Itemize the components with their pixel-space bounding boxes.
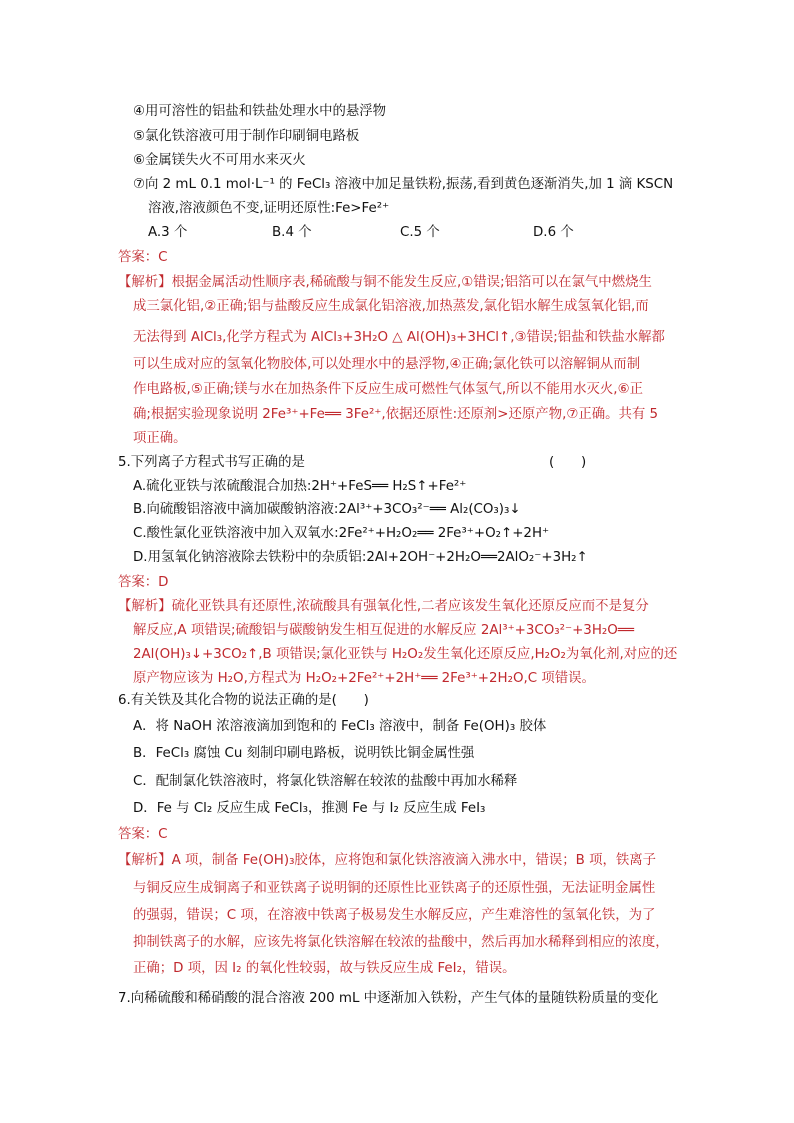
analysis-line-7: 项正确。	[133, 431, 187, 446]
q5-answer: 答案：D	[118, 575, 169, 590]
q5-analysis-tag: 【解析】	[118, 599, 172, 614]
q5-stem: 5.下列离子方程式书写正确的是	[118, 455, 305, 470]
analysis-line-2: 成三氯化铝,②正确;铝与盐酸反应生成氯化铝溶液,加热蒸发,氯化铝水解生成氢氧化铝,而	[133, 299, 649, 314]
analysis-line-6: 确;根据实验现象说明 2Fe³⁺+Fe══ 3Fe²⁺,依据还原性:还原剂>还原产物,⑦正确。共有 5	[133, 407, 659, 422]
q5-analysis-line-1	[118, 598, 649, 616]
q5-paren: ( )	[549, 455, 587, 470]
q5-option-c: C.酸性氯化亚铁溶液中加入双氧水:2Fe²⁺+H₂O₂══ 2Fe³⁺+O₂↑+2H⁺	[133, 526, 550, 541]
option-a: A.3 个	[148, 225, 188, 240]
option-d: D.6 个	[533, 225, 574, 240]
analysis-line-5: 作电路板,⑤正确;镁与水在加热条件下反应生成可燃性气体氢气,所以不能用水灭火,⑥正	[133, 382, 643, 397]
q5-option-b: B.向硫酸铝溶液中滴加碳酸钠溶液:2Al³⁺+3CO₃²⁻══ Al₂(CO₃)₃↓	[133, 502, 521, 517]
q6-analysis-tag: 【解析】	[118, 853, 172, 868]
statement-5: ⑤氯化铁溶液可用于制作印刷铜电路板	[133, 129, 360, 144]
statement-6: ⑥金属镁失火不可用水来灭火	[133, 153, 306, 168]
answer: 答案：C	[118, 250, 168, 265]
q5-analysis-line-3: 2Al(OH)₃↓+3CO₂↑,B 项错误;氯化亚铁与 H₂O₂发生氧化还原反应,H₂O₂为氧化剂,对应的还	[133, 647, 678, 662]
q6-analysis-line-5: 正确；D 项，因 I₂ 的氧化性较弱，故与铁反应生成 FeI₂，错误。	[133, 961, 516, 976]
q6-answer: 答案：C	[118, 827, 168, 842]
statement-4: ④用可溶性的铝盐和铁盐处理水中的悬浮物	[133, 104, 387, 119]
q6-option-b: B．FeCl₃ 腐蚀 Cu 刻制印刷电路板，说明铁比铜金属性强	[133, 746, 475, 761]
q6-analysis-line-2: 与铜反应生成铜离子和亚铁离子说明铜的还原性比亚铁离子的还原性强，无法证明金属性	[133, 881, 656, 896]
q6-analysis-line-3: 的强弱，错误；C 项，在溶液中铁离子极易发生水解反应，产生难溶性的氢氧化铁，为了	[133, 908, 656, 923]
q6-stem: 6.有关铁及其化合物的说法正确的是( )	[118, 693, 369, 708]
q5-option-a: A.硫化亚铁与浓硫酸混合加热:2H⁺+FeS══ H₂S↑+Fe²⁺	[133, 479, 467, 494]
q6-option-d: D．Fe 与 Cl₂ 反应生成 FeCl₃，推测 Fe 与 I₂ 反应生成 FeI₃	[133, 801, 486, 816]
statement-7: ⑦向 2 mL 0.1 mol·L⁻¹ 的 FeCl₃ 溶液中加足量铁粉,振荡,看到黄色逐渐消失,加 1 滴 KSCN	[133, 177, 674, 192]
q6-option-c: C．配制氯化铁溶液时，将氯化铁溶解在较浓的盐酸中再加水稀释	[133, 774, 518, 789]
q6-analysis-text: A 项，制备 Fe(OH)₃胶体，应将饱和氯化铁溶液滴入沸水中，错误；B 项，铁离子	[171, 853, 657, 868]
q6-option-a: A．将 NaOH 浓溶液滴加到饱和的 FeCl₃ 溶液中，制备 Fe(OH)₃ 胶体	[133, 719, 547, 734]
q6-analysis-line-4: 抑制铁离子的水解，应该先将氯化铁溶解在较浓的盐酸中，然后再加水稀释到相应的浓度，	[133, 935, 669, 950]
q6-analysis-line-1	[118, 852, 656, 870]
statement-7-cont: 溶液,溶液颜色不变,证明还原性:Fe>Fe²⁺	[148, 201, 390, 216]
option-c: C.5 个	[400, 225, 440, 240]
analysis-line-3: 无法得到 AlCl₃,化学方程式为 AlCl₃+3H₂O △ Al(OH)₃+3HCl↑,③错误;铝盐和铁盐水解都	[133, 330, 665, 345]
q5-option-d: D.用氢氧化钠溶液除去铁粉中的杂质铝:2Al+2OH⁻+2H₂O══2AlO₂⁻+3H₂↑	[133, 550, 588, 565]
q5-analysis-text: 硫化亚铁具有还原性,浓硫酸具有强氧化性,二者应该发生氧化还原反应而不是复分	[171, 599, 649, 614]
analysis-line-1	[118, 274, 652, 292]
q5-analysis-line-2: 解反应,A 项错误;硫酸铝与碳酸钠发生相互促进的水解反应 2Al³⁺+3CO₃²⁻+3H₂O══	[133, 623, 634, 638]
analysis-tag: 【解析】	[118, 275, 172, 290]
q7-stem: 7.向稀硫酸和稀硝酸的混合溶液 200 mL 中逐渐加入铁粉，产生气体的量随铁粉质量的变化	[118, 991, 659, 1006]
analysis-line-4: 可以生成对应的氢氧化物胶体,可以处理水中的悬浮物,④正确;氯化铁可以溶解铜从而制	[133, 357, 641, 372]
q5-analysis-line-4: 原产物应该为 H₂O,方程式为 H₂O₂+2Fe²⁺+2H⁺══ 2Fe³⁺+2H₂O,C 项错误。	[133, 671, 595, 686]
option-b: B.4 个	[272, 225, 312, 240]
analysis-text: 根据金属活动性顺序表,稀硫酸与铜不能发生反应,①错误;铝箔可以在氯气中燃烧生	[171, 275, 652, 290]
